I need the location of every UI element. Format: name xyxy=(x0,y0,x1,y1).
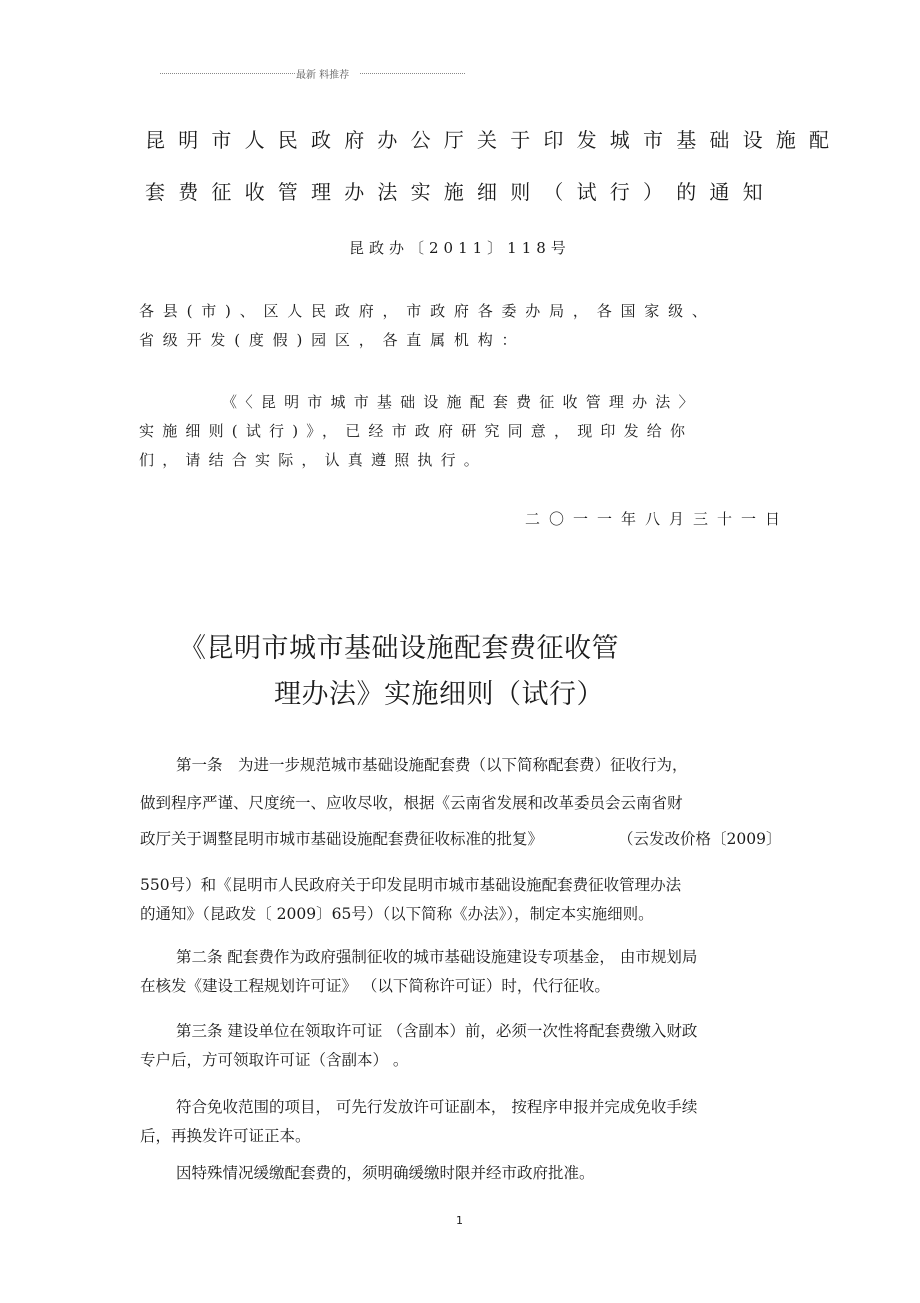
article1-line1: 第一条 为进一步规范城市基础设施配套费（以下简称配套费）征收行为， xyxy=(176,756,688,774)
addressee-line2: 省级开发(度假)园区，各直属机构： xyxy=(139,331,526,349)
article3-line2: 专户后，方可领取许可证（含副本） 。 xyxy=(140,1051,409,1069)
rules-title-line2: 理办法》实施细则（试行） xyxy=(274,679,604,710)
notice-body-line2: 实施细则(试行)》，已经市政府研究同意，现印发给你 xyxy=(139,422,694,440)
header-text: 最新 料推荐 xyxy=(296,70,350,81)
article3-line1: 第三条 建设单位在领取许可证 （含副本）前，必须一次性将配套费缴入财政 xyxy=(176,1022,698,1040)
article1-line5: 的通知》（昆政发〔 2009〕65号）（以下简称《办法》），制定本实施细则。 xyxy=(140,905,654,923)
notice-title-line2: 套费征收管理办法实施细则（试行）的通知 xyxy=(145,180,776,204)
header-divider-left xyxy=(160,73,295,74)
addressee-line1: 各县(市)、区人民政府，市政府各委办局，各国家级、 xyxy=(139,302,716,320)
article1-line4: 550号）和《昆明市人民政府关于印发昆明市城市基础设施配套费征收管理办法 xyxy=(140,876,682,894)
article2-line2: 在核发《建设工程规划许可证》 （以下简称许可证）时，代行征收。 xyxy=(140,977,610,995)
document-number: 昆政办〔2011〕118号 xyxy=(349,239,571,257)
page-number: 1 xyxy=(456,1214,463,1227)
header-divider-right xyxy=(360,73,465,74)
notice-body-line1: 《〈昆明市城市基础设施配套费征收管理办法〉 xyxy=(222,393,702,411)
exemption-line1: 符合免收范围的项目， 可先行发放许可证副本， 按程序申报并完成免收手续 xyxy=(176,1098,698,1116)
rules-title-line1: 《昆明市城市基础设施配套费征收管 xyxy=(179,633,619,664)
notice-date: 二〇一一年八月三十一日 xyxy=(525,510,790,528)
notice-title-line1: 昆明市人民政府办公厅关于印发城市基础设施配 xyxy=(145,128,843,152)
deferral-line: 因特殊情况缓缴配套费的，须明确缓缴时限并经市政府批准。 xyxy=(176,1164,595,1182)
article1-line3b: （云发改价格〔2009〕 xyxy=(618,830,782,848)
article1-line2: 做到程序严谨、尺度统一、应收尽收，根据《云南省发展和改革委员会云南省财 xyxy=(140,794,683,812)
notice-body-line3: 们，请结合实际，认真遵照执行。 xyxy=(139,451,488,469)
article2-line1: 第二条 配套费作为政府强制征收的城市基础设施建设专项基金， 由市规划局 xyxy=(176,948,698,966)
article1-line3a: 政厅关于调整昆明市城市基础设施配套费征收标准的批复》 xyxy=(140,830,544,848)
page-header xyxy=(160,66,465,80)
exemption-line2: 后，再换发许可证正本。 xyxy=(140,1127,311,1145)
